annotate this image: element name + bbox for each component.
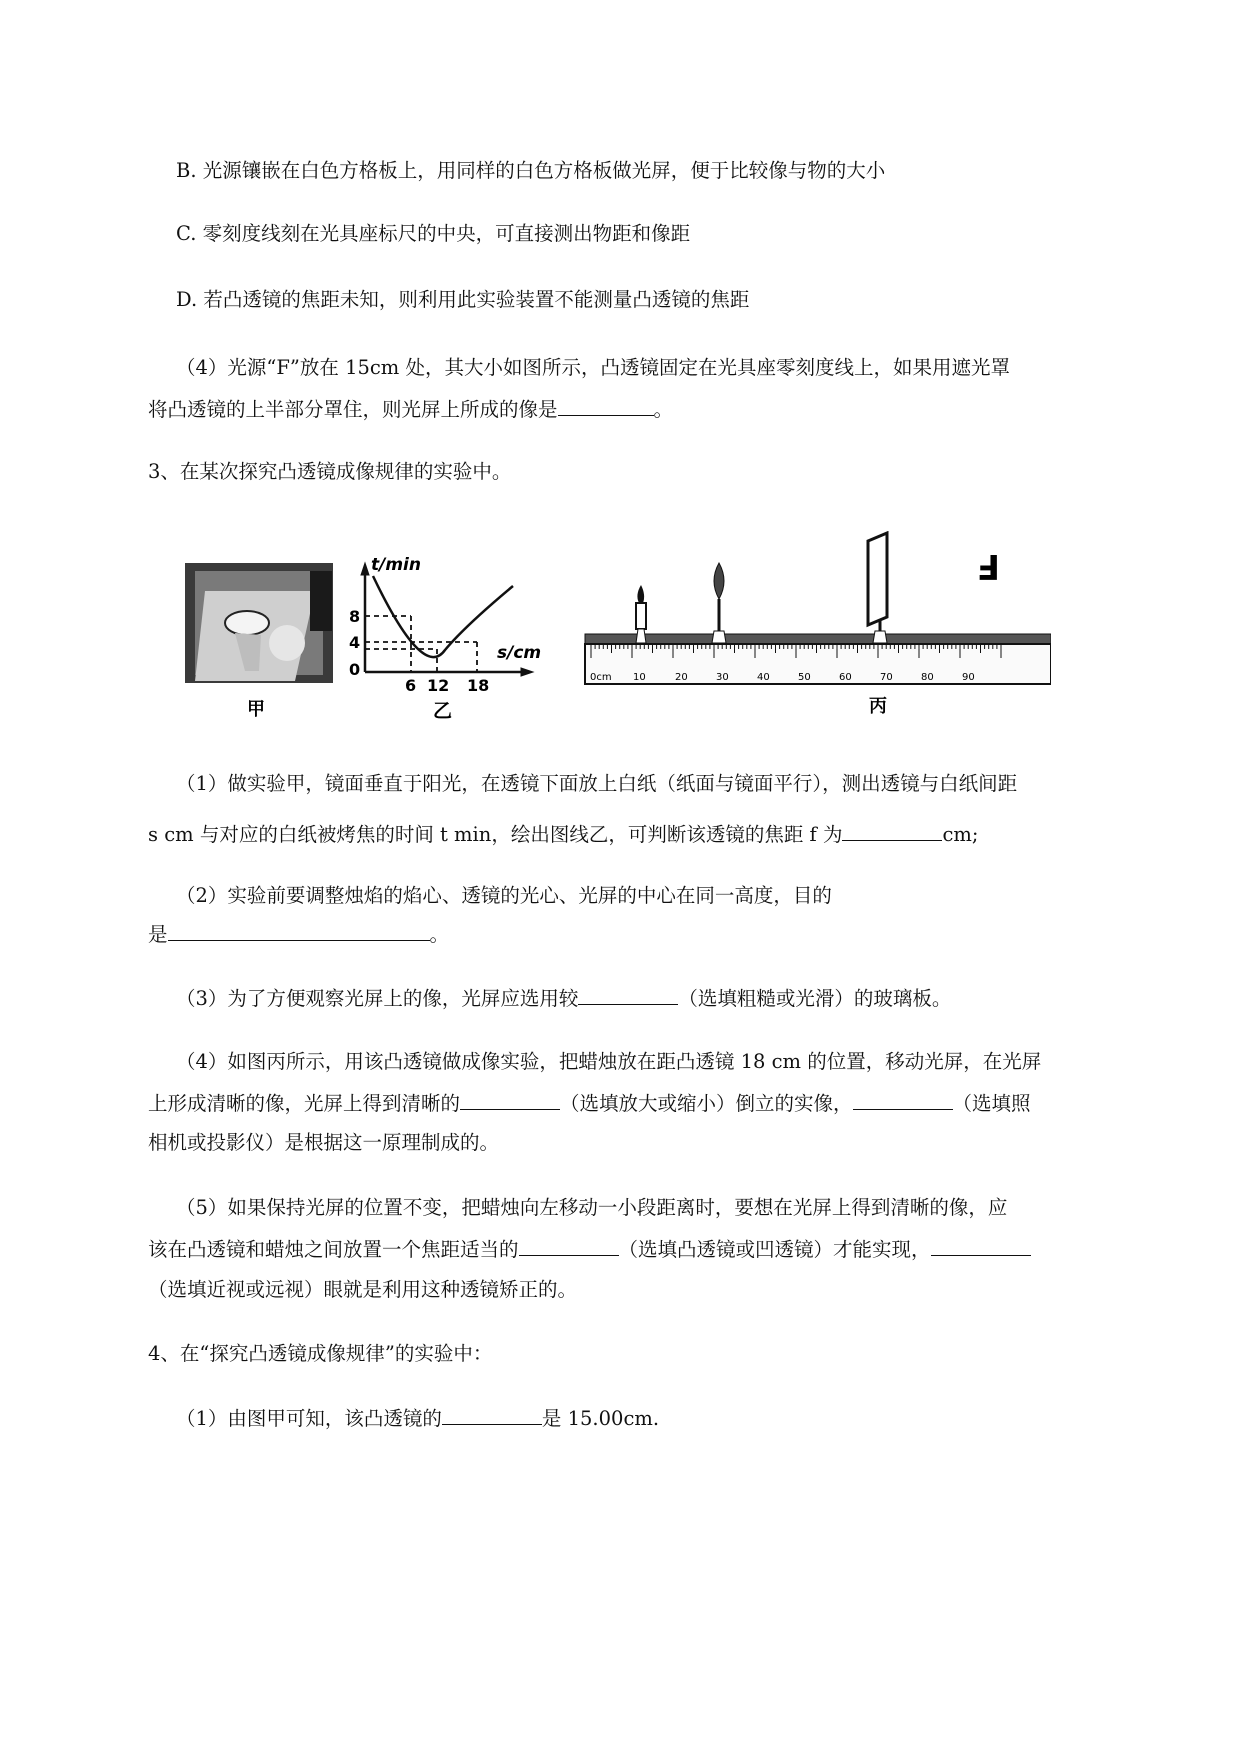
answer-blank-q3-1[interactable]: [842, 820, 942, 841]
q3-3-text: （3）为了方便观察光屏上的像，光屏应选用较: [176, 987, 579, 1010]
question-4-title: 4、在“探究凸透镜成像规律”的实验中：: [148, 1342, 493, 1365]
q3-1-line1: （1）做实验甲，镜面垂直于阳光，在透镜下面放上白纸（纸面与镜面平行），测出透镜与白纸间距: [176, 772, 1018, 795]
answer-blank-q3-4a[interactable]: [460, 1089, 560, 1110]
question-3-title: 3、在某次探究凸透镜成像规律的实验中。: [148, 460, 512, 483]
option-b: B. 光源镶嵌在白色方格板上，用同样的白色方格板做光屏，便于比较像与物的大小: [176, 159, 886, 182]
q3-2-end: 。: [429, 923, 450, 946]
q4-1-line: [176, 1404, 659, 1433]
graph-xtick-6: 6: [405, 676, 417, 695]
inverted-image-glyph: F: [976, 546, 1000, 586]
q2-4-text: 将凸透镜的上半部分罩住，则光屏上所成的像是: [148, 398, 558, 421]
label-jia: 甲: [247, 699, 265, 720]
q3-3-hint: （选填粗糙或光滑）的玻璃板。: [678, 987, 952, 1010]
label-bing: 丙: [869, 696, 887, 717]
ruler-tick-label: 0cm: [590, 672, 612, 683]
q4-1-text: （1）由图甲可知，该凸透镜的: [176, 1407, 442, 1430]
q3-3-line: [176, 984, 951, 1013]
q2-4-line2: [148, 395, 673, 424]
q3-4-line1: （4）如图丙所示，用该凸透镜做成像实验，把蜡烛放在距凸透镜 18 cm 的位置，移动光屏，在光屏: [176, 1050, 1042, 1073]
ruler-tick-label: 20: [675, 672, 688, 683]
answer-blank-q3-2[interactable]: [168, 920, 430, 941]
graph-ytick-8: 8: [349, 607, 361, 626]
q3-5-line1: （5）如果保持光屏的位置不变，把蜡烛向左移动一小段距离时，要想在光屏上得到清晰的像，应: [176, 1196, 1008, 1219]
q3-2-line1: （2）实验前要调整烛焰的焰心、透镜的光心、光屏的中心在同一高度，目的: [176, 884, 832, 907]
option-c: C. 零刻度线刻在光具座标尺的中央，可直接测出物距和像距: [176, 222, 691, 245]
experiment-figure: [175, 531, 1051, 727]
ruler-tick-label: 30: [716, 672, 729, 683]
q3-2-line2: [148, 920, 449, 949]
graph-ylabel: t/min: [371, 555, 421, 575]
q2-4-end: 。: [653, 398, 674, 421]
answer-blank-q4-1[interactable]: [442, 1404, 542, 1425]
q3-4-mid: （选填放大或缩小）倒立的实像，: [560, 1092, 853, 1115]
ruler-tick-label: 90: [962, 672, 975, 683]
graph-xtick-12: 12: [427, 676, 450, 695]
ruler-tick-label: 50: [798, 672, 811, 683]
ruler-tick-label: 40: [757, 672, 770, 683]
option-d: D. 若凸透镜的焦距未知，则利用此实验装置不能测量凸透镜的焦距: [176, 288, 750, 311]
q3-1-text: s cm 与对应的白纸被烤焦的时间 t min，绘出图线乙，可判断该透镜的焦距 f 为: [148, 823, 843, 846]
graph-ytick-0: 0: [349, 660, 361, 679]
ruler-tick-label: 10: [633, 672, 646, 683]
q3-4-text: 上形成清晰的像，光屏上得到清晰的: [148, 1092, 461, 1115]
ruler-tick-label: 80: [921, 672, 934, 683]
label-yi: 乙: [433, 700, 453, 722]
graph-xlabel: s/cm: [497, 643, 542, 663]
q4-1-value: 是 15.00cm.: [541, 1407, 660, 1430]
ruler-tick-label: 60: [839, 672, 852, 683]
answer-blank-q2-4[interactable]: [558, 395, 654, 416]
answer-blank-q3-3[interactable]: [578, 984, 678, 1005]
q3-1-line2: [148, 820, 978, 849]
q3-4-line2: [148, 1089, 1031, 1118]
ruler-tick-label: 70: [880, 672, 893, 683]
answer-blank-q3-5b[interactable]: [931, 1235, 1031, 1256]
q3-2-text: 是: [148, 923, 168, 946]
q3-4-hint: （选填照: [952, 1092, 1031, 1115]
q3-1-unit: cm;: [942, 823, 979, 846]
photo-jia: [185, 563, 333, 683]
answer-blank-q3-5a[interactable]: [519, 1235, 619, 1256]
q3-5-mid: （选填凸透镜或凹透镜）才能实现，: [618, 1238, 931, 1261]
q3-5-text: 该在凸透镜和蜡烛之间放置一个焦距适当的: [148, 1238, 519, 1261]
graph-xtick-18: 18: [467, 676, 490, 695]
q3-5-line3: （选填近视或远视）眼就是利用这种透镜矫正的。: [148, 1278, 578, 1301]
graph-ytick-4: 4: [349, 633, 361, 652]
answer-blank-q3-4b[interactable]: [853, 1089, 953, 1110]
q2-4-line1: （4）光源“F”放在 15cm 处，其大小如图所示，凸透镜固定在光具座零刻度线上，如果用遮光罩: [176, 356, 1010, 379]
q3-5-line2: [148, 1235, 1031, 1264]
q3-4-line3: 相机或投影仪）是根据这一原理制成的。: [148, 1131, 500, 1154]
